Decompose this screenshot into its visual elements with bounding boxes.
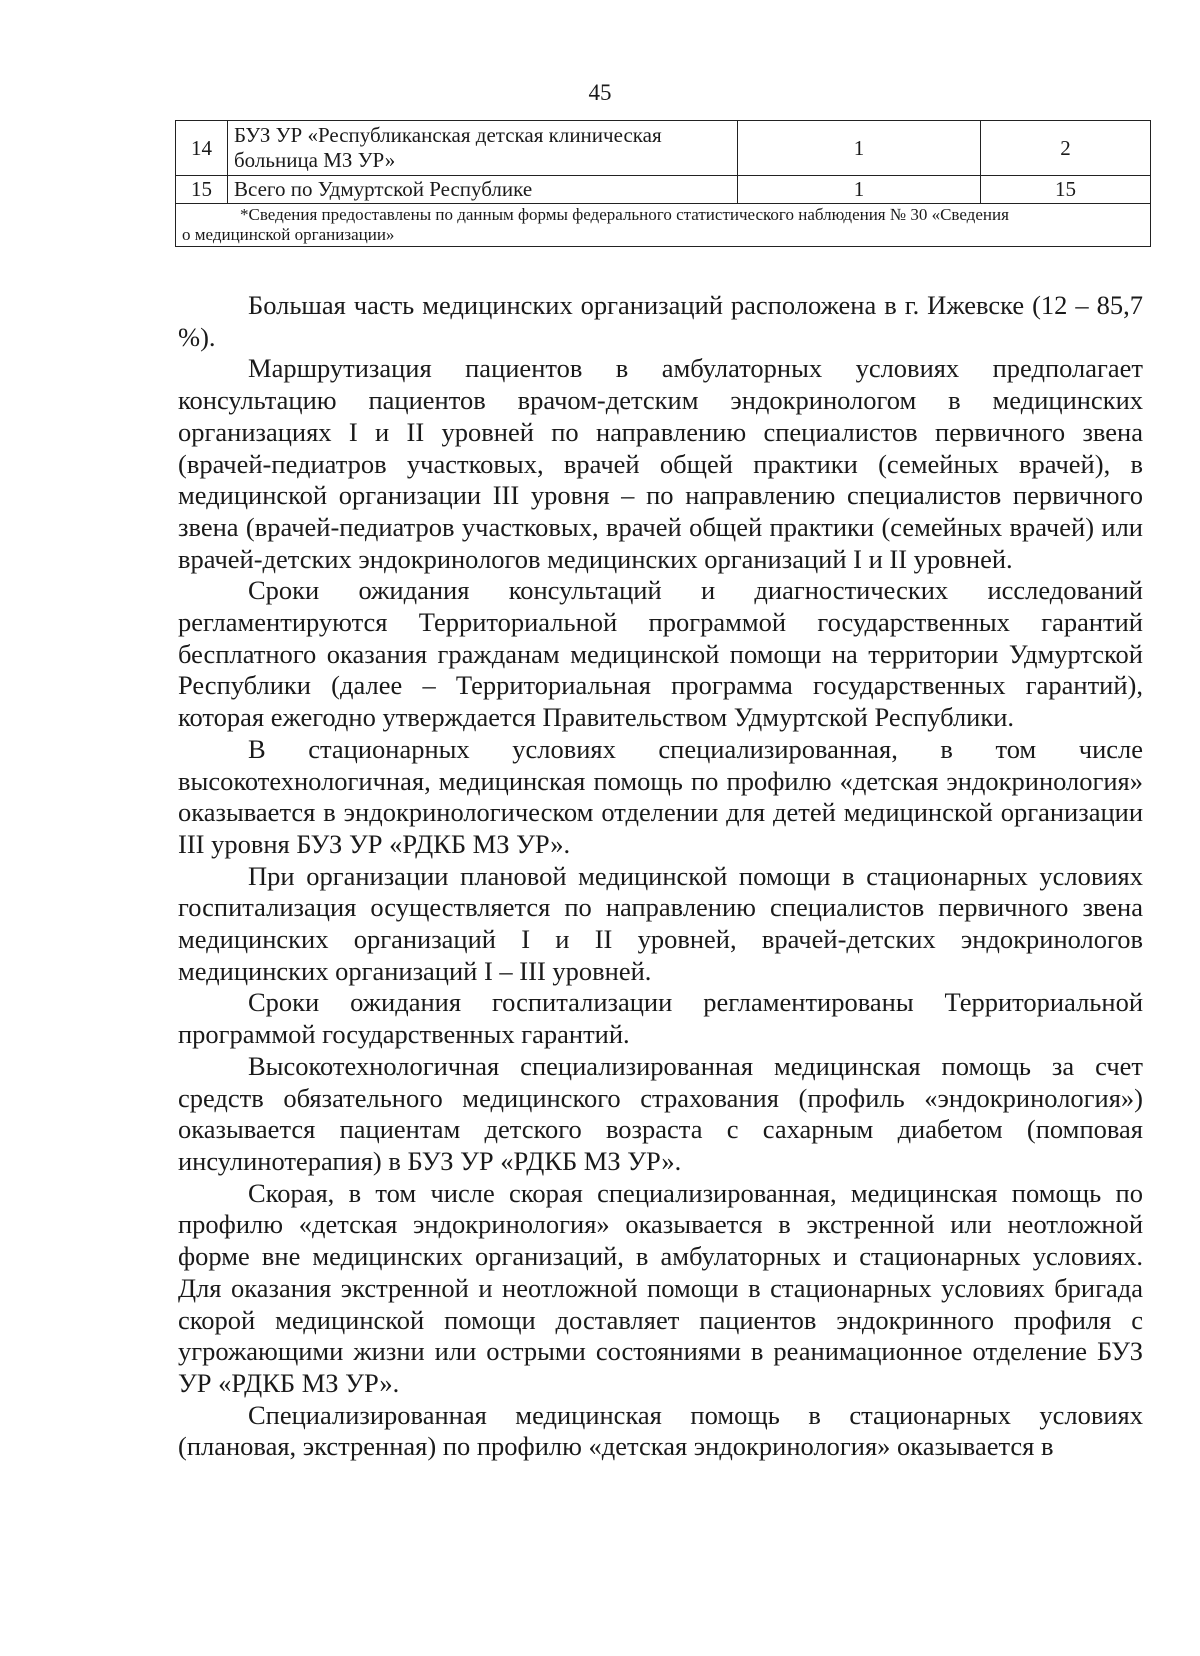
paragraph: Сроки ожидания консультаций и диагностических исследований регламентируются Территориальной программой государственных гарантий бесплатного оказания гражданам медицинской помощи на территории Удмуртской Республики (далее – Территориальная программа государственных гарантий), которая ежегодно утверждается Правительством Удмуртской Республики.	[178, 575, 1143, 733]
organizations-table	[175, 120, 1151, 247]
table-footnote-row	[176, 204, 1151, 247]
row-number: 15	[176, 176, 228, 204]
row-number: 14	[176, 121, 228, 176]
paragraph: Высокотехнологичная специализированная медицинская помощь за счет средств обязательного медицинского страхования (профиль «эндокринология») оказывается пациентам детского возраста с сахарным диабетом (помповая инсулинотерапия) в БУЗ УР «РДКБ МЗ УР».	[178, 1050, 1143, 1176]
footnote-line: о медицинской организации»	[182, 225, 395, 244]
organization-name: Всего по Удмуртской Республике	[228, 176, 738, 204]
paragraph: Большая часть медицинских организаций расположена в г. Ижевске (12 – 85,7 %).	[178, 290, 1143, 352]
table-footnote	[176, 204, 1151, 247]
paragraph: Скорая, в том числе скорая специализированная, медицинская помощь по профилю «детская эндокринология» оказывается в экстренной или неотложной форме вне медицинских организаций, в амбулаторных и стационарных условиях. Для оказания экстренной и неотложной помощи в стационарных условиях бригада скорой медицинской помощи доставляет пациентов эндокринного профиля с угрожающими жизни или острыми состояниями в реанимационное отделение БУЗ УР «РДКБ МЗ УР».	[178, 1177, 1143, 1398]
page-number: 45	[588, 80, 612, 105]
body-text	[178, 290, 1143, 1463]
value-cell: 15	[981, 176, 1151, 204]
paragraph: При организации плановой медицинской помощи в стационарных условиях госпитализация осуществляется по направлению специалистов первичного звена медицинских организаций I и II уровней, врачей-детских эндокринологов медицинских организаций I – III уровней.	[178, 860, 1143, 986]
paragraph: Маршрутизация пациентов в амбулаторных условиях предполагает консультацию пациентов врачом-детским эндокринологом в медицинских организациях I и II уровней по направлению специалистов первичного звена (врачей-педиатров участковых, врачей общей практики (семейных врачей), в медицинской организации III уровня – по направлению специалистов первичного звена (врачей-педиатров участковых, врачей общей практики (семейных врачей) или врачей-детских эндокринологов медицинских организаций I и II уровней.	[178, 353, 1143, 574]
table-row	[176, 121, 1151, 176]
paragraph: Специализированная медицинская помощь в стационарных условиях (плановая, экстренная) по профилю «детская эндокринология» оказывается в	[178, 1399, 1143, 1462]
organization-name: БУЗ УР «Республиканская детская клиническая больница МЗ УР»	[228, 121, 738, 176]
value-cell: 1	[738, 121, 981, 176]
value-cell: 1	[738, 176, 981, 204]
footnote-line: *Сведения предоставлены по данным формы федерального статистического наблюдения № 30 «Сведения	[240, 205, 1009, 224]
paragraph: В стационарных условиях специализированная, в том числе высокотехнологичная, медицинская помощь по профилю «детская эндокринология» оказывается в эндокринологическом отделении для детей медицинской организации III уровня БУЗ УР «РДКБ МЗ УР».	[178, 733, 1143, 859]
table-row	[176, 176, 1151, 204]
value-cell: 2	[981, 121, 1151, 176]
paragraph: Сроки ожидания госпитализации регламентированы Территориальной программой государственных гарантий.	[178, 987, 1143, 1050]
